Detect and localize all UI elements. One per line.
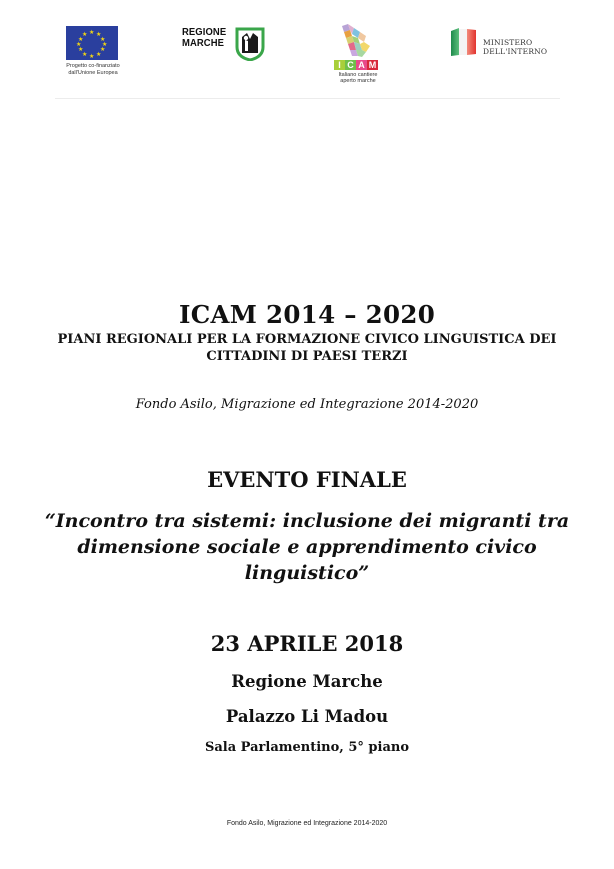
venue-region: Regione Marche: [231, 672, 383, 691]
ministero-wordmark: [483, 38, 547, 56]
icam-marche-map-icon: [336, 24, 378, 58]
icam-letter: I: [334, 60, 345, 70]
quote-line1: “Incontro tra sistemi: inclusione dei migranti tra: [44, 510, 570, 532]
icam-tagline: [333, 72, 383, 84]
event-quote: [0, 508, 614, 586]
regione-marche-wordmark: [182, 27, 226, 49]
icam-tagline-line1: Italiano cantiere: [338, 72, 378, 78]
eu-flag-icon: ★ ★ ★ ★ ★ ★ ★ ★ ★ ★ ★ ★: [66, 26, 118, 60]
regione-marche-shield-icon: [235, 27, 265, 61]
event-heading: EVENTO FINALE: [207, 467, 407, 492]
venue-building: Palazzo Li Madou: [225, 707, 389, 726]
eu-caption-line2: dall'Unione Europea: [68, 70, 118, 76]
page-footer: Fondo Asilo, Migrazione ed Integrazione 2014-2020: [226, 820, 388, 827]
icam-letter: A: [356, 60, 367, 70]
subtitle-line2: CITTADINI DI PAESI TERZI: [206, 349, 408, 364]
icam-letter: C: [345, 60, 356, 70]
venue-room: Sala Parlamentino, 5° piano: [204, 740, 409, 755]
eu-caption-line1: Progetto co-finanziato: [66, 63, 120, 69]
ministero-line1: MINISTERO: [483, 38, 533, 47]
icam-tagline-line2: aperto marche: [340, 78, 376, 84]
icam-logo: [331, 24, 386, 90]
fund-name: Fondo Asilo, Migrazione ed Integrazione 2014-2020: [135, 397, 479, 412]
ministero-interno-logo: [449, 27, 559, 59]
ministero-line2: DELL'INTERNO: [483, 47, 548, 56]
regione-marche-logo: [182, 27, 270, 63]
header-divider: [55, 98, 560, 99]
regione-line2: MARCHE: [182, 37, 225, 49]
icam-letter: M: [368, 60, 377, 70]
regione-line1: REGIONE: [182, 26, 227, 38]
italian-flag-icon: [449, 27, 479, 57]
document-title: ICAM 2014 – 2020: [178, 300, 436, 329]
quote-line3: linguistico”: [244, 562, 370, 584]
eu-caption: [66, 63, 120, 77]
eu-logo: [66, 26, 120, 77]
document-subtitle: [0, 331, 614, 365]
subtitle-line1: PIANI REGIONALI PER LA FORMAZIONE CIVICO LINGUISTICA DEI: [57, 332, 557, 347]
quote-line2: dimensione sociale e apprendimento civico: [77, 536, 537, 558]
icam-wordmark: [334, 60, 378, 70]
event-date: 23 APRILE 2018: [210, 631, 404, 656]
